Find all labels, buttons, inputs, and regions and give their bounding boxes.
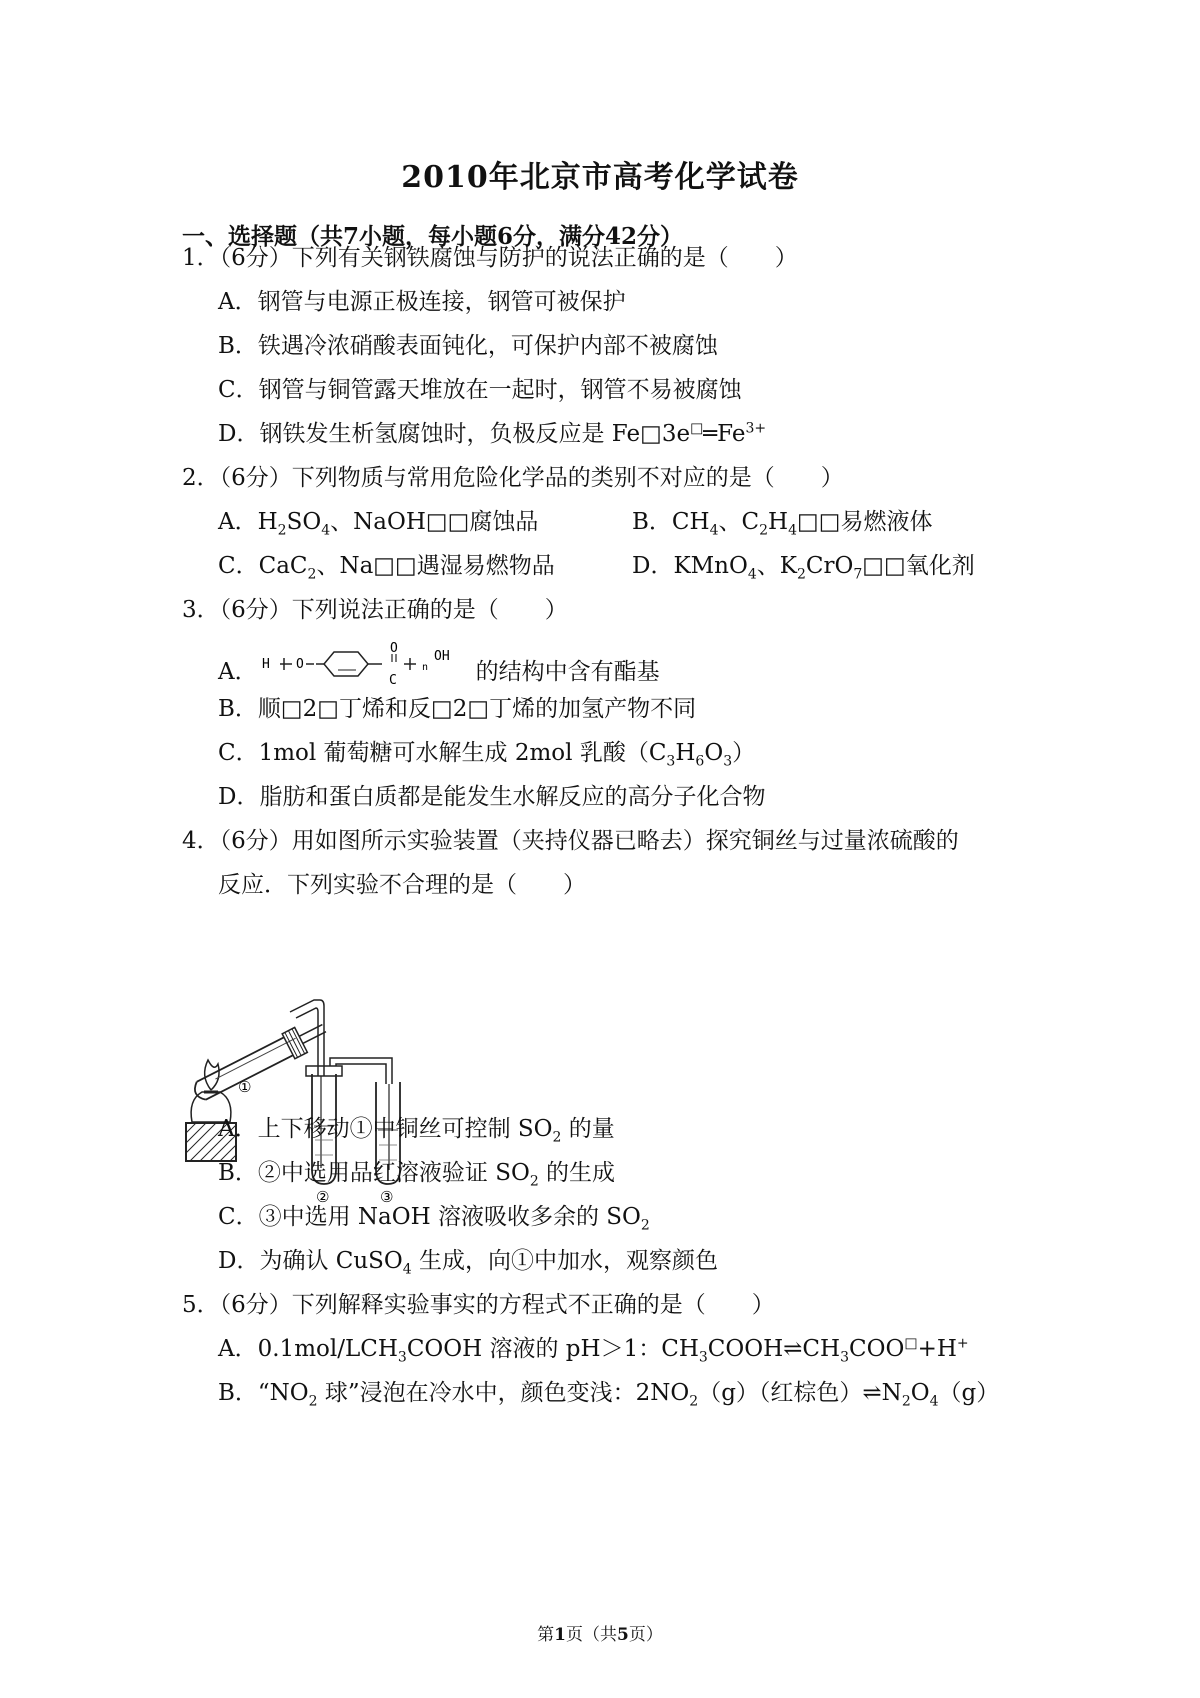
fig-label-3: ③ <box>380 1188 394 1205</box>
fig-label-2: ② <box>316 1188 330 1205</box>
q2-option-c: C．CaC$_2$、Na□□遇湿易燃物品 <box>218 553 555 583</box>
struct-o-label: O <box>295 657 304 672</box>
q1-option-d: D．钢铁发生析氢腐蚀时，负极反应是 $Fe□3e^□═Fe^{3+}$ <box>218 420 767 447</box>
struct-h-label: H <box>261 657 270 672</box>
q1-option-c: C．钢管与铜管露天堆放在一起时，钢管不易被腐蚀 <box>218 377 742 403</box>
page-title: 2010年北京市高考化学试卷 <box>401 160 799 195</box>
q3-option-b: B．顺□2□丁烯和反□2□丁烯的加氢产物不同 <box>218 696 697 722</box>
struct-c-label: C <box>388 673 397 688</box>
struct-oh-label: OH <box>433 649 450 664</box>
q2-stem: 2．（6分）下列物质与常用危险化学品的类别不对应的是（ ） <box>182 465 844 491</box>
q5-stem: 5．（6分）下列解释实验事实的方程式不正确的是（ ） <box>182 1292 775 1318</box>
q4-stem-line2: 反应．下列实验不合理的是（ ） <box>218 872 586 898</box>
q3-option-d: D．脂肪和蛋白质都是能发生水解反应的高分子化合物 <box>218 784 766 810</box>
q4-option-c: C．③中选用 NaOH 溶液吸收多余的 $SO_2$ <box>218 1204 650 1234</box>
q3-option-a: A． H O O C n OH 的结构中含有酯基 <box>218 641 660 688</box>
q3-option-c: C．1mol 葡萄糖可水解生成 2mol 乳酸$(C_3H_6O_3)$ <box>218 740 756 770</box>
q1-option-b: B．铁遇冷浓硝酸表面钝化，可保护内部不被腐蚀 <box>218 333 718 359</box>
fig-label-1: ① <box>238 1078 252 1096</box>
q3-stem: 3．（6分）下列说法正确的是（ ） <box>182 597 568 623</box>
q4-option-d: D．为确认 CuSO$_4$ 生成，向①中加水，观察颜色 <box>218 1248 719 1278</box>
q2-option-a: A．$H_2SO_4$、NaOH□□腐蚀品 <box>218 509 539 539</box>
struct-carbonyl-o: O <box>389 641 398 656</box>
svg-text:n: n <box>421 662 428 673</box>
ester-structure-diagram <box>258 640 476 690</box>
q4-option-a: A．上下移动①中铜丝可控制 $SO_2$ 的量 <box>218 1116 615 1146</box>
q5-option-a: A．$0.1mol/LCH_3COOH$ 溶液的 pH＞1：$CH_3COOH\rightleftharpoons CH_3COO^□+H^+$ <box>218 1335 969 1366</box>
q5-option-b: B．“$NO_2$ 球”浸泡在冷水中，颜色变浅：$2NO_2(g)$（红棕色）$\rightleftharpoons N_2O_4(g)$ <box>218 1380 1000 1410</box>
q4-stem-line1: 4．（6分）用如图所示实验装置（夹持仪器已略去）探究铜丝与过量浓硫酸的 <box>182 828 959 854</box>
q2-option-b: B．$CH_4$、$C_2H_4□□$易燃液体 <box>632 509 933 539</box>
q1-option-a: A．钢管与电源正极连接，钢管可被保护 <box>218 289 626 315</box>
q2-option-d: D．KMnO$_4$、$K_2CrO_7□□$氧化剂 <box>632 553 975 583</box>
q1-stem: 1．（6分）下列有关钢铁腐蚀与防护的说法正确的是（ ） <box>182 245 798 271</box>
q4-option-b: B．②中选用品红溶液验证 $SO_2$ 的生成 <box>218 1160 616 1190</box>
section-heading: 一、选择题（共7小题，每小题6分，满分42分） <box>182 223 684 250</box>
page-footer: 第1页（共5页） <box>537 1625 663 1645</box>
